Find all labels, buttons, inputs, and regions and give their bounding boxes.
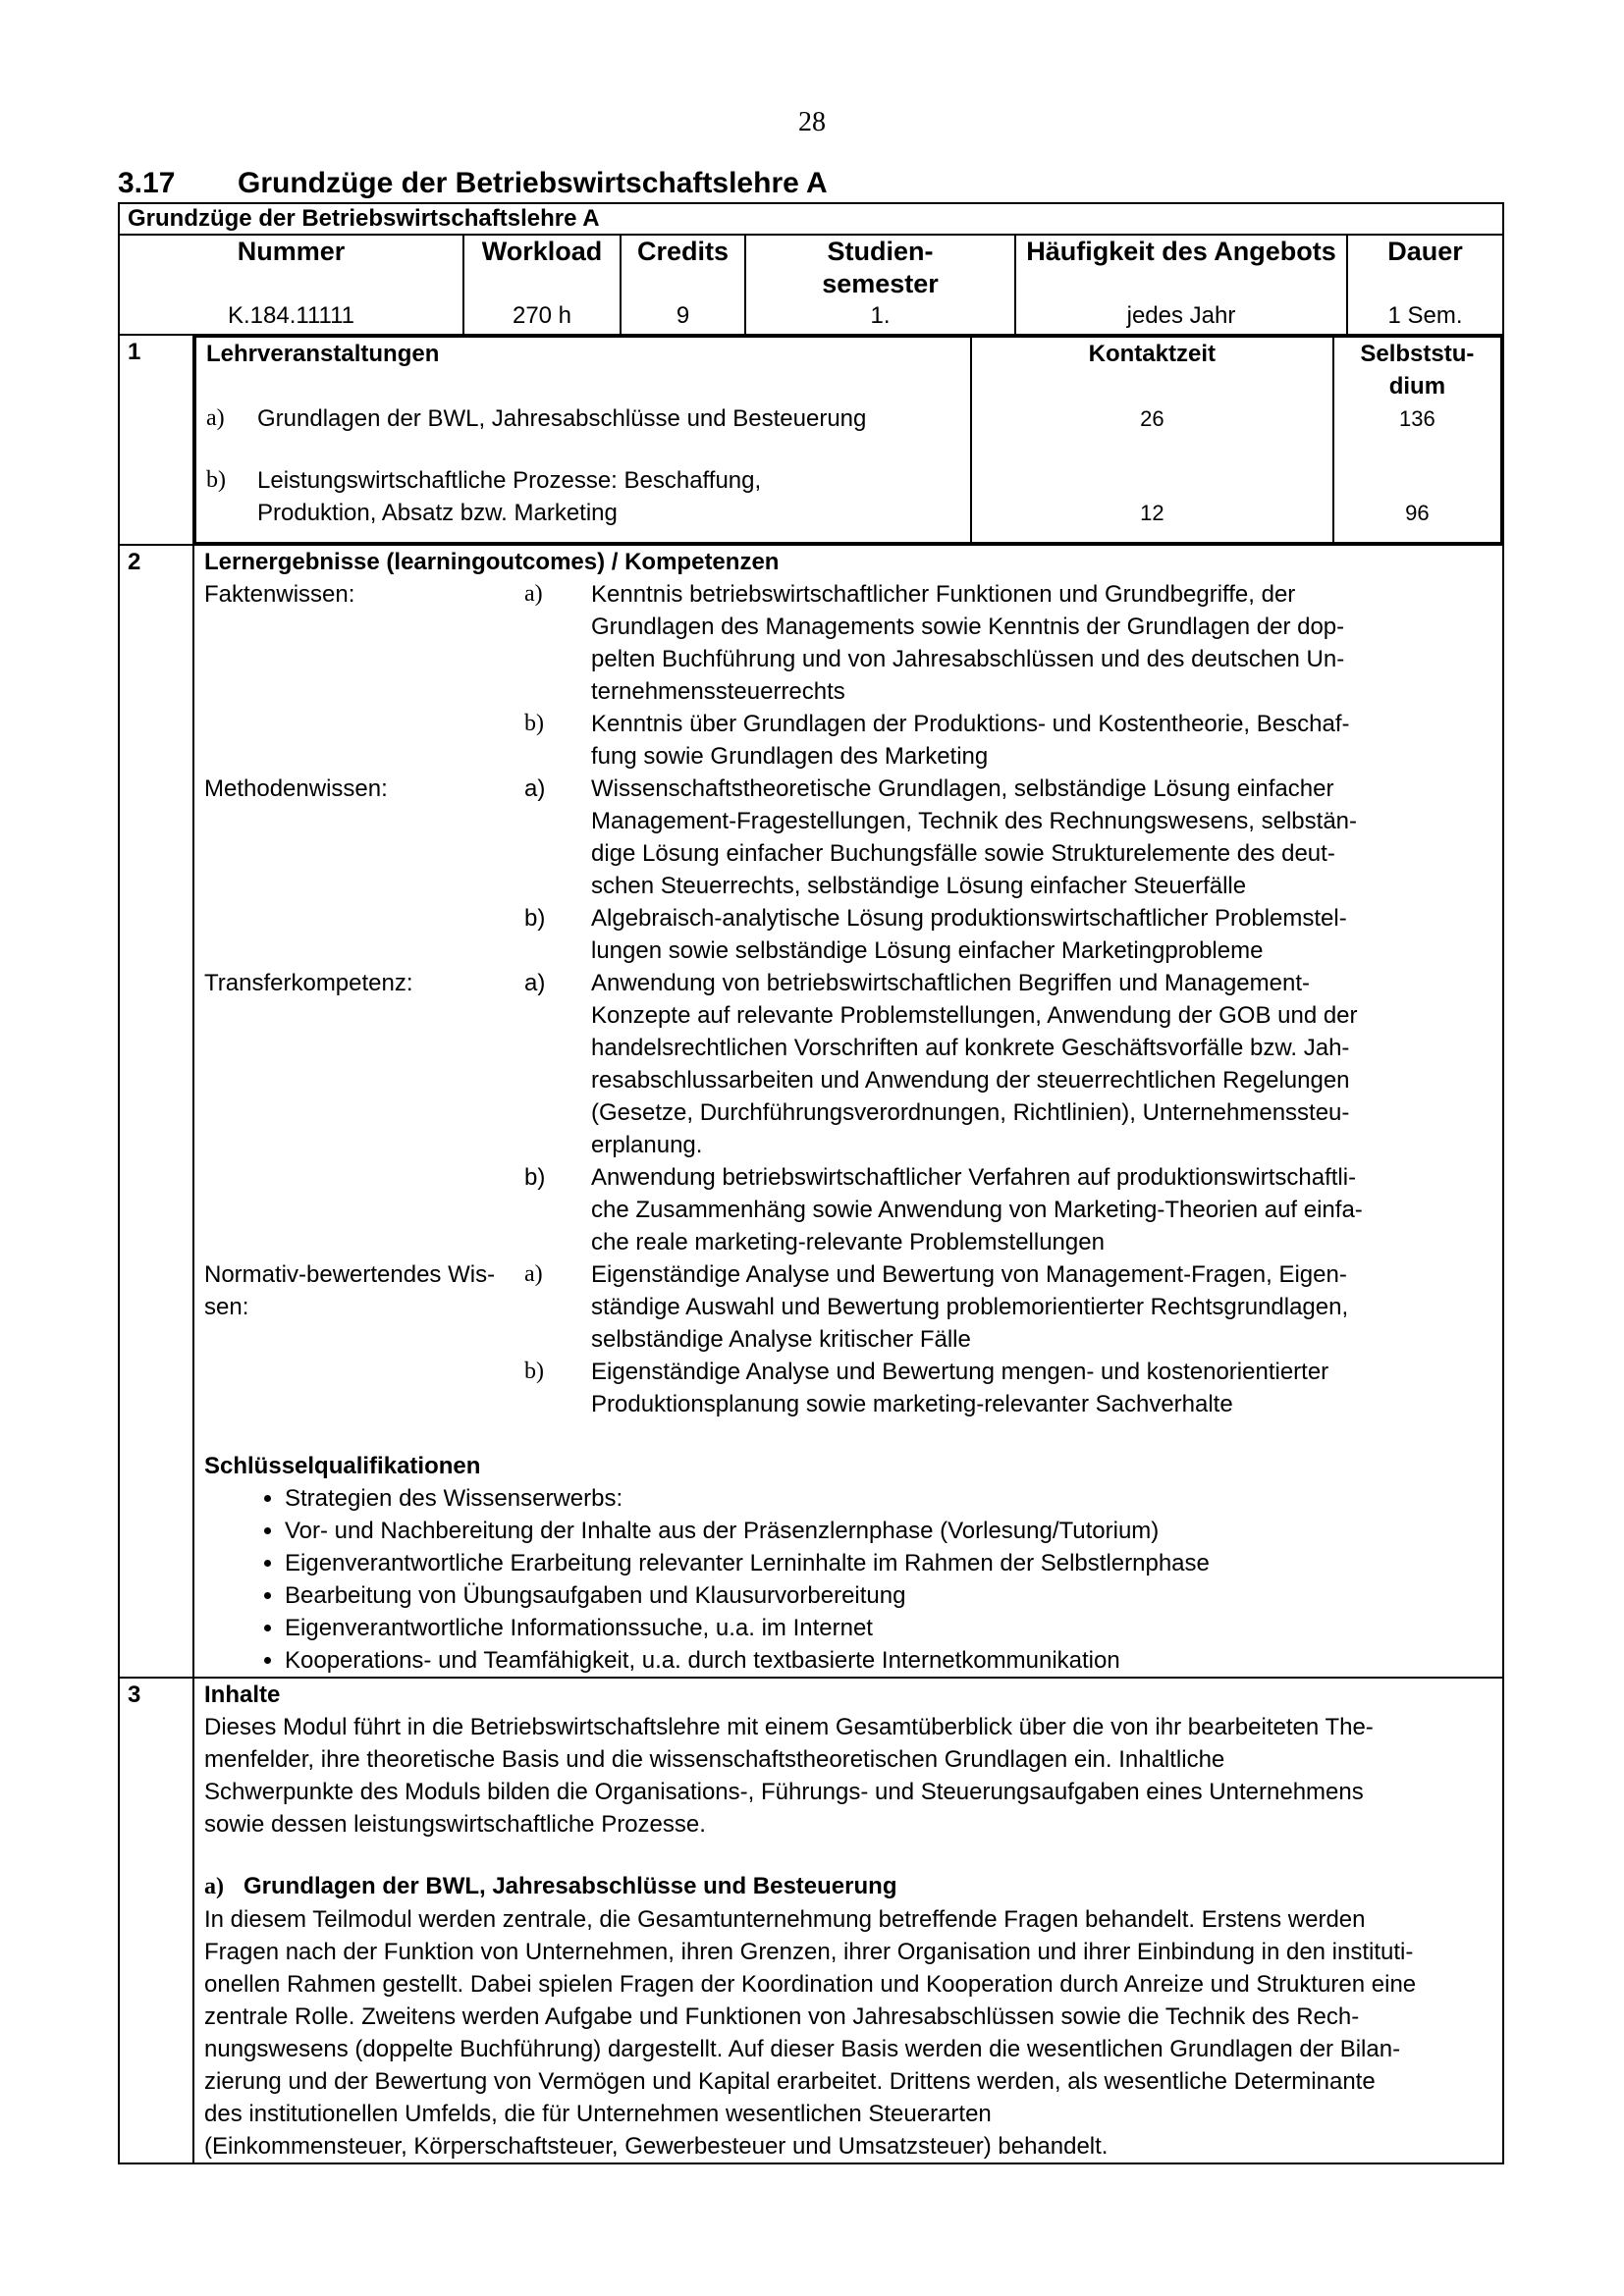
schluesselqualifikationen-list [204,1482,1492,1677]
methodenwissen-b-marker: b) [524,905,546,932]
lv-item-a-marker: a) [206,405,225,431]
row-lernergebnisse [119,545,1503,1678]
list-item: • Vor- und Nachbereitung der Inhalte aus der Präsenzlernphase (Vorlesung/Tutorium) [285,1515,1492,1547]
module-table [118,202,1504,2164]
selbststudium-col [1333,337,1501,543]
lv-item-b [206,464,960,529]
row3-number: 3 [119,1678,193,2163]
workload-header: Workload [481,237,603,266]
lv-item-b-line1: Leistungswirtschaftliche Prozesse: Beschaffung, [257,467,762,494]
section-heading [118,167,828,199]
transferkompetenz-label: Transferkompetenz: [204,970,413,996]
inhalte-sub-a-marker: a) [204,1874,224,1899]
normativ-wissen [204,1258,1492,1420]
faktenwissen-a-marker: a) [524,581,543,607]
module-title-row [119,203,1503,235]
kontaktzeit-col [971,337,1333,543]
list-item: • Strategien des Wissenserwerbs: [285,1482,1492,1515]
workload-value: 270 h [512,302,572,329]
credits-value: 9 [676,302,690,329]
faktenwissen [204,578,1492,773]
selbststudium-header-2: dium [1388,373,1446,400]
selbststudium-b: 96 [1405,501,1430,525]
normativ-a-text: Eigenständige Analyse und Bewertung von Management-Fragen, Eigen- ständige Auswahl und Bewertung problemorientierter Rechtsgrundlagen, selbständige Analyse kritischer Fälle [591,1261,1349,1353]
selbststudium-a: 136 [1399,406,1435,431]
module-title: Grundzüge der Betriebswirtschaftslehre A [119,203,1503,235]
dauer-cell [1347,235,1503,335]
methodenwissen-a-marker: a) [524,775,546,802]
normativ-a-marker: a) [524,1261,543,1287]
lernergebnisse-title: Lernergebnisse (learningoutcomes) / Kompetenzen [204,549,780,575]
normativ-b-text: Eigenständige Analyse und Bewertung mengen- und kostenorientierter Produktionsplanung sowie marketing-relevanter Sachverhalte [591,1359,1329,1417]
methodenwissen [204,773,1492,967]
lv-item-a-text: Grundlagen der BWL, Jahresabschlüsse und Besteuerung [257,405,867,432]
transferkompetenz-a-text: Anwendung von betriebswirtschaftlichen Begriffen und Management- Konzepte auf relevante Problemstellungen, Anwendung der GOB und der handelsrechtlichen Vorschriften auf konkrete Geschäftsvorfälle bzw. Jah- resabschlussarbeiten und Anwendung der steuerrechtlichen Regelungen (Gesetze, Durchführungsverordnungen, Richtlinien), Unternehmenssteu- erplanung. [591,970,1358,1158]
lv-item-b-marker: b) [206,467,226,493]
dauer-value: 1 Sem. [1387,302,1463,329]
row1-content [193,335,1503,545]
methodenwissen-b-text: Algebraisch-analytische Lösung produktionswirtschaftlicher Problemstel- lungen sowie selbständige Lösung einfacher Marketingprobleme [591,905,1347,964]
transferkompetenz-a-marker: a) [524,970,546,996]
semester-value: 1. [870,302,891,329]
row2-content [193,545,1503,1678]
inhalte-sub-a-text: In diesem Teilmodul werden zentrale, die Gesamtunternehmung betreffende Fragen behandelt. Erstens werden Fragen nach der Funktion von Unternehmen, ihren Grenzen, ihrer Organisation und ihrer Einbindung in den instituti- onellen Rahmen gestellt. Dabei spielen Fragen der Koordination und Kooperation durch Anreize und Strukturen eine zentrale Rolle. Zweitens werden Aufgabe und Funktionen von Jahresabschlüssen sowie die Technik des Rech- nungswesens (doppelte Buchführung) dargestellt. Auf dieser Basis werden die wesentlichen Grundlagen der Bilan- zierung und der Bewertung von Vermögen und Kapital erarbeitet. Drittens werden, als wesentliche Determinante des institutionellen Umfelds, die für Unternehmen wesentlichen Steuerarten (Einkommensteuer, Körperschaftsteuer, Gewerbesteuer und Umsatzsteuer) behandelt. [204,1906,1417,2160]
methodenwissen-label: Methodenwissen: [204,775,388,802]
row2-number: 2 [119,545,193,1678]
kontaktzeit-header: Kontaktzeit [1088,341,1216,367]
list-item: • Bearbeitung von Übungsaufgaben und Klausurvorbereitung [285,1579,1492,1612]
lv-title: Lehrveranstaltungen [206,341,440,367]
methodenwissen-a-text: Wissenschaftstheoretische Grundlagen, selbständige Lösung einfacher Management-Fragestellungen, Technik des Rechnungswesens, selbstän- dige Lösung einfacher Buchungsfälle sowie Strukturelemente des deut- schen Steuerrechts, selbständige Lösung einfacher Steuerfälle [591,775,1358,899]
workload-cell [463,235,621,335]
normativ-b-marker: b) [524,1359,544,1384]
section-title: Grundzüge der Betriebswirtschaftslehre A [238,167,828,199]
row-inhalte [119,1678,1503,2163]
faktenwissen-a-text: Kenntnis betriebswirtschaftlicher Funktionen und Grundbegriffe, der Grundlagen des Managements sowie Kenntnis der Grundlagen der dop- pelten Buchführung und von Jahresabschlüssen und des deutschen Un- ternehmenssteuerrechts [591,581,1345,705]
inhalte-title: Inhalte [204,1682,281,1708]
list-item: • Kooperations- und Teamfähigkeit, u.a. durch textbasierte Internetkommunikation [285,1644,1492,1677]
transferkompetenz-b-text: Anwendung betriebswirtschaftlicher Verfahren auf produktionswirtschaftli- che Zusammenhäng sowie Anwendung von Marketing-Theorien auf einfa- che reale marketing-relevante Problemstellungen [591,1164,1363,1255]
kontaktzeit-b: 12 [1140,501,1164,525]
credits-header: Credits [636,237,730,266]
nummer-value: K.184.11111 [228,302,354,329]
transferkompetenz [204,967,1492,1258]
semester-cell [745,235,1015,335]
kontaktzeit-a: 26 [1140,406,1164,431]
lv-list [195,337,971,543]
module-header-row [119,235,1503,335]
row1-number: 1 [119,335,193,545]
selbststudium-header-1: Selbststu- [1360,341,1475,367]
dauer-header: Dauer [1387,237,1463,266]
page-number: 28 [798,107,826,137]
lv-item-a [206,402,960,435]
nummer-header: Nummer [237,237,346,266]
section-number: 3.17 [118,167,176,199]
faktenwissen-b-text: Kenntnis über Grundlagen der Produktions- und Kostentheorie, Beschaf- fung sowie Grundlagen des Marketing [591,711,1350,770]
list-item: • Eigenverantwortliche Erarbeitung relevanter Lerninhalte im Rahmen der Selbstlernphase [285,1547,1492,1579]
list-item: • Eigenverantwortliche Informationssuche, u.a. im Internet [285,1612,1492,1644]
haeufigkeit-value: jedes Jahr [1126,302,1236,329]
faktenwissen-label: Faktenwissen: [204,581,355,608]
row3-content [193,1678,1503,2163]
normativ-label: Normativ-bewertendes Wis- sen: [204,1261,496,1320]
faktenwissen-b-marker: b) [524,711,544,736]
haeufigkeit-header: Häufigkeit des Angebots [1026,237,1336,266]
transferkompetenz-b-marker: b) [524,1164,546,1191]
semester-header-2: semester [822,269,939,298]
inhalte-sub-a-heading [204,1870,1492,1903]
schluesselqualifikationen-title: Schlüsselqualifikationen [204,1453,481,1479]
haeufigkeit-cell [1015,235,1347,335]
credits-cell [621,235,745,335]
inhalte-intro: Dieses Modul führt in die Betriebswirtschaftslehre mit einem Gesamtüberblick über die von ihr bearbeiteten The- menfelder, ihre theoretische Basis und die wissenschaftstheoretischen Grundlagen ein. Inhaltliche Schwerpunkte des Moduls bilden die Organisations-, Führungs- und Steuerungsaufgaben eines Unternehmens sowie dessen leistungswirtschaftliche Prozesse. [204,1714,1374,1838]
inhalte-sub-a-title: Grundlagen der BWL, Jahresabschlüsse und Besteuerung [244,1873,897,1899]
nummer-cell [119,235,463,335]
lv-item-b-line2: Produktion, Absatz bzw. Marketing [257,500,618,526]
semester-header-1: Studien- [827,237,934,266]
row-lehrveranstaltungen [119,335,1503,545]
